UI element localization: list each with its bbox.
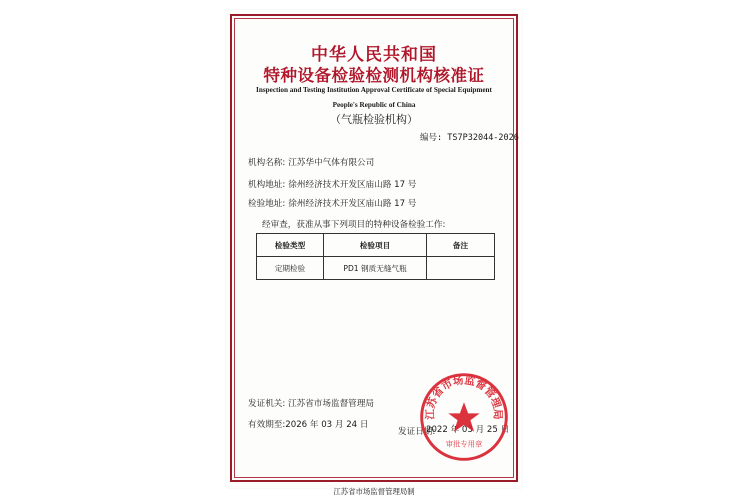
- seal-text: 江苏省市场监督管理局: [424, 374, 504, 420]
- issuing-authority-value: 江苏省市场监督管理局: [288, 399, 374, 409]
- inspection-address-value: 徐州经济技术开发区庙山路 17 号: [288, 199, 417, 209]
- org-address-row: [248, 178, 416, 190]
- issue-date-value: 2022 年 03 月 25 日: [426, 425, 510, 435]
- table-cell: [427, 257, 495, 280]
- inspection-address-label: 检验地址:: [248, 199, 286, 209]
- seal-star-icon: [448, 402, 479, 431]
- org-name-row: [248, 156, 374, 168]
- issue-date-label: 发证日期:: [398, 427, 436, 437]
- approval-intro-text: 经审查，获准从事下列项目的特种设备检验工作:: [262, 220, 446, 230]
- table-header-row: [257, 234, 495, 257]
- org-name-label: 机构名称:: [248, 158, 286, 168]
- certificate-number-value: TS7P32044-2026: [447, 133, 519, 143]
- certificate-title-english-line2: People's Republic of China: [332, 101, 416, 109]
- org-address-label: 机构地址:: [248, 180, 286, 190]
- org-name-value: 江苏华中气体有限公司: [288, 158, 375, 168]
- official-seal-stamp: [418, 371, 510, 463]
- certificate-number: [420, 131, 519, 143]
- table-header-cell: 备注: [427, 234, 495, 257]
- table-row: [257, 257, 495, 280]
- table-cell: PD1 钢质无缝气瓶: [324, 257, 427, 280]
- table-header-cell: 检验类型: [257, 234, 324, 257]
- footer-issuer-note: 江苏省市场监督管理局制: [333, 487, 415, 496]
- issuing-authority: [248, 397, 374, 409]
- certificate-title-line2: 特种设备检验检测机构核准证: [263, 66, 485, 85]
- table-header-cell: 检验项目: [324, 234, 427, 257]
- certificate-title-english-line1: Inspection and Testing Institution Approval Certificate of Special Equipment: [256, 86, 492, 94]
- validity-label: 有效期至:: [248, 420, 286, 430]
- inspection-address-row: [248, 197, 416, 209]
- issuing-authority-label: 发证机关:: [248, 399, 286, 409]
- certificate-number-label: 编号:: [420, 133, 443, 143]
- org-address-value: 徐州经济技术开发区庙山路 17 号: [288, 180, 417, 190]
- table-cell: 定期检验: [257, 257, 324, 280]
- validity-value: 2026 年 03 月 24 日: [285, 420, 369, 430]
- certificate-title-line1: 中华人民共和国: [311, 45, 437, 65]
- seal-center-text: 审批专用章: [445, 439, 483, 449]
- validity-date: [248, 418, 368, 430]
- approved-items-table: [256, 233, 495, 280]
- certificate-subtitle: （气瓶检验机构）: [330, 113, 418, 126]
